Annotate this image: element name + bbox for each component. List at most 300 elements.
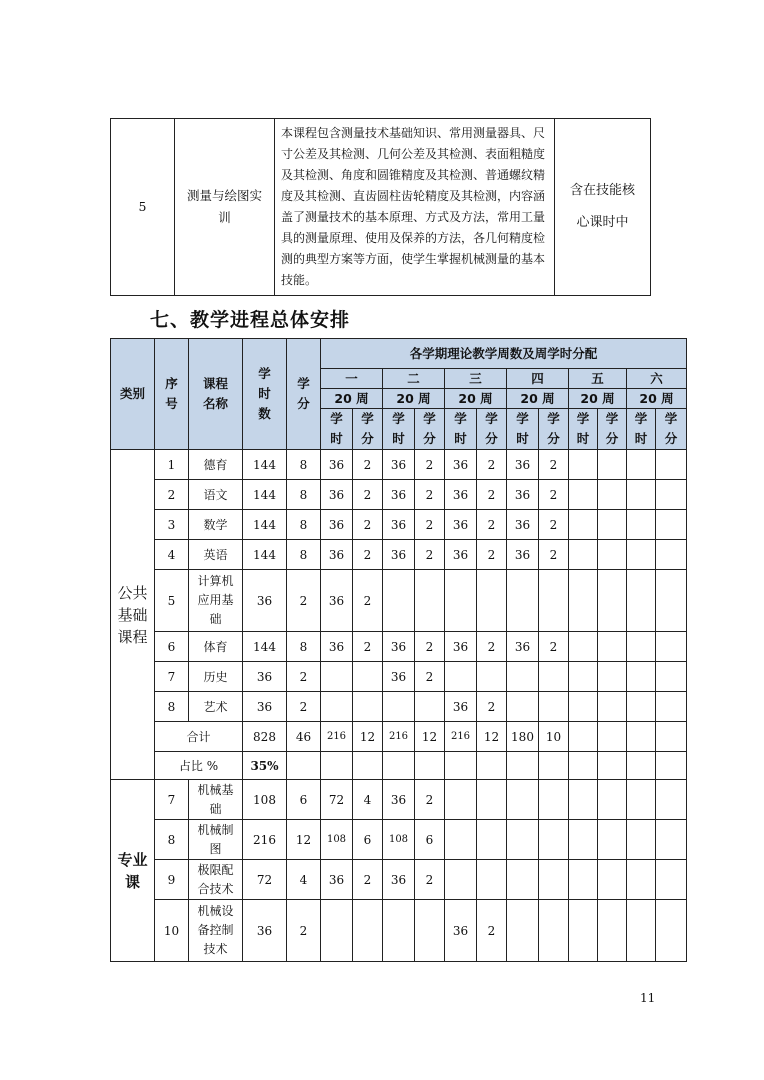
semester-cell: 2 (353, 510, 383, 540)
semester-cell (569, 632, 598, 662)
course-description-table (110, 118, 651, 296)
semester-cell (539, 820, 569, 860)
course-number: 5 (111, 119, 175, 296)
header-course-text: 课程名称 (202, 376, 228, 411)
semester-cell: 36 (445, 510, 477, 540)
semester-cell: 36 (445, 540, 477, 570)
unit-credits-header (353, 409, 383, 450)
semester-cell: 36 (445, 480, 477, 510)
semester-cell (539, 692, 569, 722)
semester-cell (656, 632, 687, 662)
course-name: 数学 (203, 517, 228, 532)
semester-cell: 2 (477, 450, 507, 480)
unit-label: 学时 (330, 411, 343, 446)
semester-header: 一 (321, 369, 383, 389)
table-row (111, 510, 687, 540)
row-credits: 2 (287, 900, 321, 962)
semester-cell (598, 450, 627, 480)
semester-cell (598, 900, 627, 962)
course-name-cell (189, 900, 243, 962)
course-name-cell (189, 780, 243, 820)
row-number: 2 (155, 480, 189, 510)
semester-cell (477, 780, 507, 820)
semester-cell: 36 (321, 570, 353, 632)
course-name: 艺术 (203, 699, 228, 714)
empty-cell (539, 752, 569, 780)
semester-cell (627, 860, 656, 900)
empty-cell (383, 752, 415, 780)
table-row (111, 450, 687, 480)
semester-cell: 36 (507, 450, 539, 480)
semester-cell: 12 (353, 722, 383, 752)
semester-weeks: 20 周 (321, 389, 383, 409)
row-number: 3 (155, 510, 189, 540)
empty-cell (507, 752, 539, 780)
semester-cell (598, 540, 627, 570)
semester-cell (656, 570, 687, 632)
course-name: 德育 (203, 457, 228, 472)
semester-cell (569, 480, 598, 510)
semester-cell (598, 780, 627, 820)
empty-cell (287, 752, 321, 780)
semester-cell (477, 860, 507, 900)
semester-weeks: 20 周 (627, 389, 687, 409)
row-credits: 12 (287, 820, 321, 860)
unit-credits-header (415, 409, 445, 450)
semester-cell (569, 570, 598, 632)
semester-cell (598, 510, 627, 540)
unit-label: 学分 (605, 411, 619, 446)
course-description: 本课程包含测量技术基础知识、常用测量器具、尺寸公差及其检测、几何公差及其检测、表面粗糙度及其检测、角度和圆锥精度及其检测、普通螺纹精度及其检测、直齿圆柱齿轮精度及其检测，内容涵盖了测量技术的基本原理、方式及方法，常用工量具的测量原理、使用及保养的方法，各几何精度检测的典型方案等方面，使学生掌握机械测量的基本技能。 (275, 119, 555, 296)
semester-cell (445, 780, 477, 820)
semester-cell (569, 510, 598, 540)
semester-cell: 2 (539, 632, 569, 662)
semester-cell (656, 480, 687, 510)
semester-cell (656, 820, 687, 860)
row-credits: 2 (287, 662, 321, 692)
semester-cell: 36 (445, 692, 477, 722)
table-row (111, 692, 687, 722)
unit-label: 学分 (547, 411, 560, 446)
semester-cell: 2 (477, 900, 507, 962)
course-name-cell (189, 662, 243, 692)
semester-cell: 2 (415, 780, 445, 820)
semester-cell: 2 (415, 632, 445, 662)
semester-cell: 2 (539, 450, 569, 480)
course-name-cell (189, 820, 243, 860)
semester-header: 五 (569, 369, 627, 389)
semester-cell: 2 (415, 540, 445, 570)
row-hours: 144 (243, 632, 287, 662)
semester-cell (598, 632, 627, 662)
course-name: 测量与绘图实训 (175, 119, 275, 296)
course-note: 含在技能核心课时中 (555, 119, 651, 296)
semester-cell: 2 (353, 632, 383, 662)
course-name-cell (189, 860, 243, 900)
course-name: 计算机应用基础 (197, 574, 234, 626)
row-number: 8 (155, 820, 189, 860)
page-number: 11 (640, 991, 656, 1005)
row-credits: 2 (287, 692, 321, 722)
table-row (111, 780, 687, 820)
semester-cell (507, 570, 539, 632)
semester-cell: 2 (539, 510, 569, 540)
row-number: 8 (155, 692, 189, 722)
header-hours (243, 339, 287, 450)
header-seq (155, 339, 189, 450)
semester-cell: 36 (507, 510, 539, 540)
ratio-row (111, 752, 687, 780)
semester-cell: 6 (353, 820, 383, 860)
course-name-cell (189, 450, 243, 480)
semester-cell (627, 722, 656, 752)
unit-hours-header (445, 409, 477, 450)
header-hours-text: 学时数 (258, 366, 271, 421)
semester-cell (477, 570, 507, 632)
row-hours: 216 (243, 820, 287, 860)
row-credits: 8 (287, 480, 321, 510)
table-row (111, 540, 687, 570)
row-credits: 6 (287, 780, 321, 820)
row-hours: 108 (243, 780, 287, 820)
row-credits: 8 (287, 450, 321, 480)
semester-cell (656, 510, 687, 540)
header-seq-text: 序号 (165, 376, 178, 411)
semester-cell (656, 450, 687, 480)
unit-label: 学分 (664, 411, 678, 446)
semester-cell (445, 662, 477, 692)
unit-label: 学时 (454, 411, 467, 446)
course-name: 机械基础 (197, 782, 234, 816)
teaching-schedule-table (110, 338, 687, 962)
category-label: 公共基础课程 (117, 583, 148, 646)
semester-cell: 36 (383, 540, 415, 570)
unit-label: 学时 (392, 411, 405, 446)
row-hours: 144 (243, 450, 287, 480)
unit-credits-header (598, 409, 627, 450)
semester-cell: 2 (353, 540, 383, 570)
semester-cell: 36 (383, 632, 415, 662)
empty-cell (321, 752, 353, 780)
semester-cell: 2 (477, 692, 507, 722)
semester-cell: 36 (445, 632, 477, 662)
header-span-title: 各学期理论教学周数及周学时分配 (321, 339, 687, 369)
category-label: 专业课 (117, 850, 148, 891)
semester-cell (627, 510, 656, 540)
unit-credits-header (477, 409, 507, 450)
unit-label: 学时 (576, 411, 590, 446)
semester-cell (598, 662, 627, 692)
unit-label: 学时 (516, 411, 529, 446)
semester-cell (445, 860, 477, 900)
semester-cell: 216 (321, 722, 353, 752)
ratio-value: 35% (243, 752, 287, 780)
semester-cell: 36 (507, 632, 539, 662)
course-name: 语文 (203, 487, 228, 502)
semester-cell (507, 820, 539, 860)
semester-cell: 36 (507, 540, 539, 570)
semester-cell: 36 (321, 450, 353, 480)
semester-cell (569, 450, 598, 480)
unit-hours-header (383, 409, 415, 450)
semester-cell: 36 (383, 450, 415, 480)
semester-cell (627, 820, 656, 860)
semester-cell (383, 900, 415, 962)
course-name: 英语 (203, 547, 228, 562)
semester-cell (627, 662, 656, 692)
semester-cell (656, 780, 687, 820)
row-hours: 36 (243, 900, 287, 962)
course-name: 历史 (203, 669, 228, 684)
semester-header: 六 (627, 369, 687, 389)
semester-cell: 36 (445, 900, 477, 962)
unit-credits-header (539, 409, 569, 450)
semester-cell (507, 780, 539, 820)
semester-cell (445, 820, 477, 860)
semester-header: 三 (445, 369, 507, 389)
course-name-cell (189, 540, 243, 570)
semester-cell (627, 692, 656, 722)
semester-cell: 72 (321, 780, 353, 820)
semester-cell: 2 (539, 540, 569, 570)
empty-cell (445, 752, 477, 780)
semester-cell (656, 860, 687, 900)
semester-cell: 216 (383, 722, 415, 752)
semester-cell (383, 570, 415, 632)
semester-cell (569, 820, 598, 860)
empty-cell (569, 752, 598, 780)
header-credits (287, 339, 321, 450)
semester-cell: 2 (477, 632, 507, 662)
semester-cell (656, 692, 687, 722)
semester-cell (415, 692, 445, 722)
row-number: 6 (155, 632, 189, 662)
unit-credits-header (656, 409, 687, 450)
semester-cell (415, 570, 445, 632)
row-number: 9 (155, 860, 189, 900)
row-hours: 144 (243, 540, 287, 570)
unit-hours-header (627, 409, 656, 450)
semester-cell: 2 (353, 860, 383, 900)
row-credits: 4 (287, 860, 321, 900)
semester-cell: 108 (321, 820, 353, 860)
semester-cell (569, 780, 598, 820)
semester-cell (569, 722, 598, 752)
row-credits: 8 (287, 540, 321, 570)
row-hours: 36 (243, 570, 287, 632)
semester-cell: 4 (353, 780, 383, 820)
unit-label: 学分 (361, 411, 374, 446)
empty-cell (627, 752, 656, 780)
category-major (111, 780, 155, 962)
semester-cell: 2 (415, 662, 445, 692)
semester-cell: 180 (507, 722, 539, 752)
row-credits: 2 (287, 570, 321, 632)
semester-cell (539, 570, 569, 632)
semester-cell: 2 (415, 450, 445, 480)
course-name-cell (189, 570, 243, 632)
semester-cell: 36 (445, 450, 477, 480)
row-number: 7 (155, 662, 189, 692)
table-row (111, 900, 687, 962)
course-name: 极限配合技术 (197, 862, 234, 896)
table-row (111, 820, 687, 860)
unit-hours-header (321, 409, 353, 450)
empty-cell (656, 752, 687, 780)
semester-cell: 10 (539, 722, 569, 752)
semester-cell (627, 540, 656, 570)
category-public (111, 450, 155, 780)
course-name-cell (189, 692, 243, 722)
semester-cell: 36 (321, 510, 353, 540)
row-credits: 8 (287, 510, 321, 540)
empty-cell (353, 752, 383, 780)
semester-cell (598, 692, 627, 722)
semester-cell (598, 480, 627, 510)
semester-cell: 2 (353, 450, 383, 480)
semester-header: 四 (507, 369, 569, 389)
row-hours: 72 (243, 860, 287, 900)
semester-cell: 12 (415, 722, 445, 752)
unit-label: 学分 (485, 411, 498, 446)
semester-cell (321, 900, 353, 962)
semester-cell: 36 (383, 662, 415, 692)
semester-cell (569, 900, 598, 962)
semester-cell (627, 632, 656, 662)
semester-cell: 6 (415, 820, 445, 860)
semester-weeks: 20 周 (507, 389, 569, 409)
semester-cell (569, 662, 598, 692)
course-name: 体育 (203, 639, 228, 654)
semester-cell (507, 860, 539, 900)
semester-cell (539, 662, 569, 692)
row-number: 7 (155, 780, 189, 820)
table-row (111, 570, 687, 632)
semester-cell: 2 (477, 540, 507, 570)
semester-cell (321, 662, 353, 692)
row-number: 5 (155, 570, 189, 632)
semester-header: 二 (383, 369, 445, 389)
unit-label: 学分 (423, 411, 436, 446)
semester-cell (569, 860, 598, 900)
semester-cell (598, 860, 627, 900)
semester-weeks: 20 周 (383, 389, 445, 409)
row-hours: 144 (243, 510, 287, 540)
empty-cell (477, 752, 507, 780)
semester-cell: 36 (321, 540, 353, 570)
semester-cell: 36 (321, 632, 353, 662)
semester-cell (656, 722, 687, 752)
semester-cell (539, 860, 569, 900)
unit-hours-header (507, 409, 539, 450)
semester-cell (627, 900, 656, 962)
table-row (111, 480, 687, 510)
ratio-label: 占比 % (155, 752, 243, 780)
semester-cell (445, 570, 477, 632)
semester-cell (656, 900, 687, 962)
semester-cell (598, 570, 627, 632)
semester-cell (321, 692, 353, 722)
course-name-cell (189, 480, 243, 510)
semester-cell (539, 780, 569, 820)
row-hours: 36 (243, 692, 287, 722)
semester-cell (627, 480, 656, 510)
semester-cell (656, 662, 687, 692)
course-name-cell (189, 632, 243, 662)
semester-cell (569, 692, 598, 722)
empty-cell (415, 752, 445, 780)
semester-cell: 2 (415, 510, 445, 540)
semester-cell: 36 (383, 860, 415, 900)
header-category: 类别 (111, 339, 155, 450)
semester-cell (353, 900, 383, 962)
course-name-cell (189, 510, 243, 540)
semester-cell (353, 692, 383, 722)
header-credits-text: 学分 (297, 376, 310, 411)
unit-hours-header (569, 409, 598, 450)
semester-cell: 36 (383, 780, 415, 820)
semester-cell: 216 (445, 722, 477, 752)
semester-cell (507, 662, 539, 692)
semester-cell (569, 540, 598, 570)
semester-cell: 2 (353, 480, 383, 510)
semester-cell (598, 820, 627, 860)
semester-cell: 2 (477, 510, 507, 540)
semester-cell (507, 900, 539, 962)
semester-cell (353, 662, 383, 692)
semester-weeks: 20 周 (445, 389, 507, 409)
total-row (111, 722, 687, 752)
semester-cell: 36 (383, 510, 415, 540)
course-name: 机械制图 (197, 822, 234, 856)
semester-cell: 36 (321, 860, 353, 900)
header-course (189, 339, 243, 450)
semester-cell (415, 900, 445, 962)
total-label: 合计 (155, 722, 243, 752)
semester-cell (477, 820, 507, 860)
total-hours: 828 (243, 722, 287, 752)
semester-cell: 2 (477, 480, 507, 510)
table-row (111, 860, 687, 900)
row-number: 4 (155, 540, 189, 570)
table-row (111, 632, 687, 662)
semester-cell (627, 570, 656, 632)
semester-cell: 2 (539, 480, 569, 510)
table-row (111, 662, 687, 692)
row-number: 10 (155, 900, 189, 962)
semester-cell (627, 450, 656, 480)
semester-cell (539, 900, 569, 962)
row-number: 1 (155, 450, 189, 480)
row-hours: 144 (243, 480, 287, 510)
empty-cell (598, 752, 627, 780)
row-credits: 8 (287, 632, 321, 662)
semester-cell: 2 (415, 480, 445, 510)
semester-cell (627, 780, 656, 820)
semester-cell (383, 692, 415, 722)
semester-cell: 36 (321, 480, 353, 510)
semester-cell: 2 (415, 860, 445, 900)
semester-cell: 36 (507, 480, 539, 510)
semester-cell: 36 (383, 480, 415, 510)
semester-cell (656, 540, 687, 570)
course-name: 机械设备控制技术 (197, 904, 234, 956)
section-title: 七、教学进程总体安排 (150, 309, 351, 331)
semester-cell (598, 722, 627, 752)
semester-cell (477, 662, 507, 692)
semester-weeks: 20 周 (569, 389, 627, 409)
semester-cell: 12 (477, 722, 507, 752)
